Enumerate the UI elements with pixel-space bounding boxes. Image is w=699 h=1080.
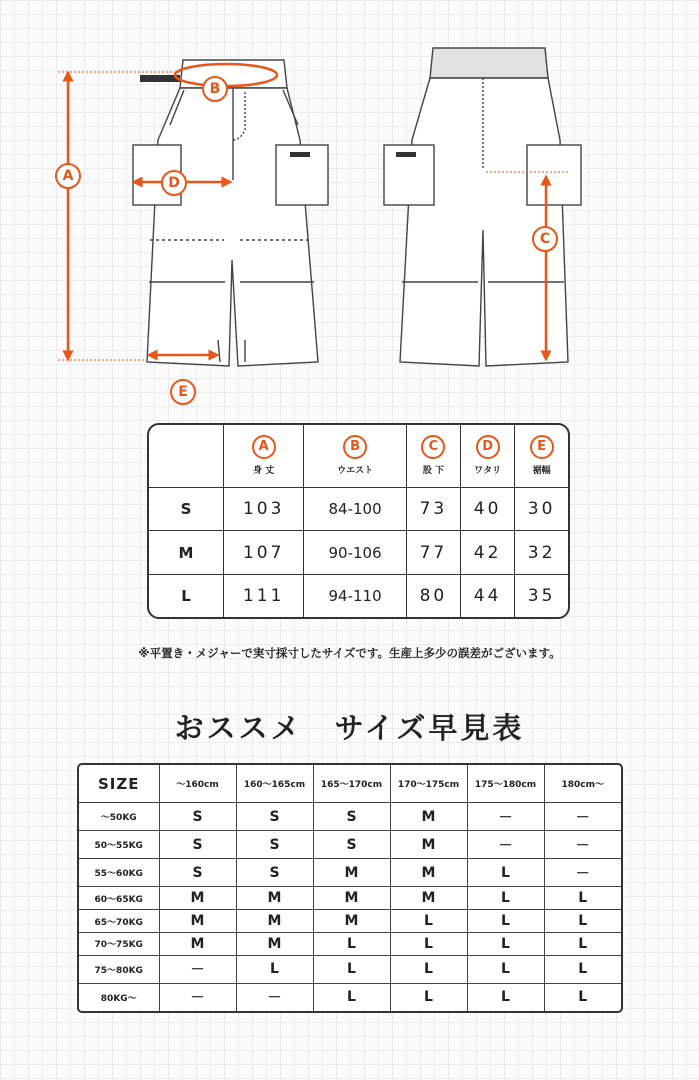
header-row bbox=[79, 765, 621, 803]
header-c: C 股 下 bbox=[406, 425, 460, 487]
size-cell: － bbox=[544, 831, 621, 859]
size-cell: M bbox=[390, 831, 467, 859]
size-cell: M bbox=[159, 933, 236, 956]
table-row bbox=[79, 983, 621, 1011]
size-cell: L bbox=[390, 933, 467, 956]
weight-cell: 75～80KG bbox=[79, 955, 159, 983]
size-cell: － bbox=[236, 983, 313, 1011]
header-b: B ウエスト bbox=[304, 425, 406, 487]
table-row bbox=[79, 955, 621, 983]
size-cell: L bbox=[467, 983, 544, 1011]
size-cell: L bbox=[467, 887, 544, 910]
back-view bbox=[384, 48, 581, 366]
size-cell: L bbox=[544, 887, 621, 910]
header-e: E 裾幅 bbox=[515, 425, 568, 487]
size-cell: L bbox=[390, 955, 467, 983]
size-cell: M bbox=[236, 887, 313, 910]
measurement-note: ※平置き・メジャーで実寸採寸したサイズです。生産上多少の誤差がございます。 bbox=[138, 646, 561, 660]
size-cell: M bbox=[390, 887, 467, 910]
table-row bbox=[79, 803, 621, 831]
label-e: E bbox=[170, 379, 196, 405]
size-cell: L bbox=[467, 933, 544, 956]
recommend-title: おススメ サイズ早見表 bbox=[174, 711, 525, 745]
label-b: B bbox=[202, 76, 228, 102]
size-cell: L bbox=[544, 955, 621, 983]
size-cell: S bbox=[159, 859, 236, 887]
size-cell: L bbox=[313, 933, 390, 956]
size-cell: M bbox=[313, 910, 390, 933]
label-a: A bbox=[55, 163, 81, 189]
size-cell: L bbox=[390, 983, 467, 1011]
header-a: A 身 丈 bbox=[224, 425, 304, 487]
size-cell: L bbox=[467, 859, 544, 887]
size-cell: L bbox=[467, 955, 544, 983]
size-recommend-table bbox=[77, 763, 623, 1013]
size-cell: M bbox=[236, 933, 313, 956]
front-view bbox=[133, 60, 328, 366]
table-row: M 107 90-106 77 42 32 bbox=[149, 531, 568, 575]
table-row bbox=[79, 933, 621, 956]
size-cell: M bbox=[313, 859, 390, 887]
size-cell: M bbox=[236, 910, 313, 933]
table-row bbox=[79, 859, 621, 887]
size-cell: S bbox=[236, 803, 313, 831]
height-header: ～160cm bbox=[159, 765, 236, 803]
size-cell: S bbox=[159, 803, 236, 831]
size-cell: L bbox=[544, 933, 621, 956]
table-row: L 111 94-110 80 44 35 bbox=[149, 574, 568, 617]
table-row bbox=[79, 910, 621, 933]
size-cell: S bbox=[236, 859, 313, 887]
size-cell: － bbox=[544, 803, 621, 831]
weight-cell: 50～55KG bbox=[79, 831, 159, 859]
size-cell: L bbox=[544, 983, 621, 1011]
size-cell: － bbox=[467, 831, 544, 859]
header-d: D ワタリ bbox=[461, 425, 515, 487]
size-cell: － bbox=[159, 983, 236, 1011]
height-header: 180cm～ bbox=[544, 765, 621, 803]
size-cell: － bbox=[544, 859, 621, 887]
size-cell: L bbox=[544, 910, 621, 933]
weight-cell: ～50KG bbox=[79, 803, 159, 831]
height-header: 160～165cm bbox=[236, 765, 313, 803]
size-cell: L bbox=[313, 983, 390, 1011]
weight-cell: 80KG～ bbox=[79, 983, 159, 1011]
table-row bbox=[79, 831, 621, 859]
size-cell: L bbox=[467, 910, 544, 933]
height-header: 165～170cm bbox=[313, 765, 390, 803]
table-row bbox=[79, 887, 621, 910]
table-row: S 103 84-100 73 40 30 bbox=[149, 487, 568, 531]
size-corner: SIZE bbox=[79, 765, 159, 803]
pants-diagram bbox=[0, 0, 699, 410]
height-header: 175～180cm bbox=[467, 765, 544, 803]
measurement-table bbox=[147, 423, 570, 619]
size-cell: S bbox=[313, 831, 390, 859]
weight-cell: 55～60KG bbox=[79, 859, 159, 887]
size-cell: M bbox=[159, 887, 236, 910]
weight-cell: 65～70KG bbox=[79, 910, 159, 933]
size-cell: M bbox=[313, 887, 390, 910]
size-cell: M bbox=[390, 803, 467, 831]
size-cell: M bbox=[390, 859, 467, 887]
corner-cell bbox=[149, 425, 224, 487]
size-cell: M bbox=[159, 910, 236, 933]
size-cell: L bbox=[236, 955, 313, 983]
size-cell: L bbox=[313, 955, 390, 983]
size-cell: S bbox=[159, 831, 236, 859]
size-cell: S bbox=[313, 803, 390, 831]
weight-cell: 70～75KG bbox=[79, 933, 159, 956]
label-d: D bbox=[161, 170, 187, 196]
size-cell: － bbox=[159, 955, 236, 983]
size-cell: S bbox=[236, 831, 313, 859]
height-header: 170～175cm bbox=[390, 765, 467, 803]
weight-cell: 60～65KG bbox=[79, 887, 159, 910]
size-cell: L bbox=[390, 910, 467, 933]
label-c: C bbox=[532, 226, 558, 252]
size-cell: － bbox=[467, 803, 544, 831]
